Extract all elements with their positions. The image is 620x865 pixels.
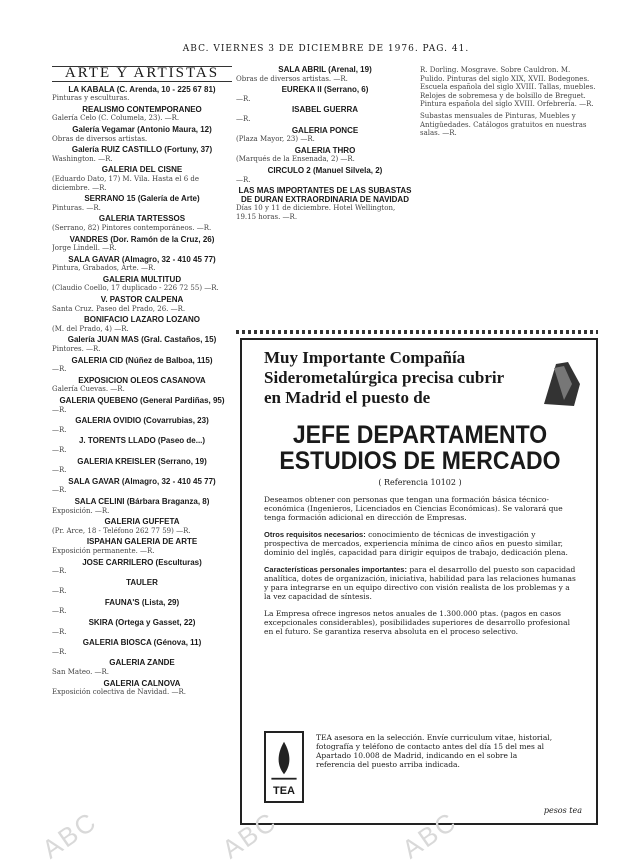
entry-body: Jorge Lindell. —R. — [52, 244, 117, 253]
entry-name: FAUNA'S (Lista, 29) — [104, 597, 180, 607]
tea-logo — [264, 731, 304, 803]
entry-body: Obras de diversos artistas. —R. — [236, 74, 348, 83]
list-item — [236, 86, 414, 103]
entry-name: GALERIA THRO — [294, 145, 356, 155]
entry-name: JOSE CARRILERO (Esculturas) — [82, 557, 202, 567]
para3-label: Características personales importantes: — [264, 565, 407, 574]
entry-name: J. TORENTS LLADO (Paseo de...) — [78, 436, 206, 446]
entry-name: Galería RUIZ CASTILLO (Fortuny, 37) — [71, 145, 213, 155]
entry-name: SALA ABRIL (Arenal, 19) — [278, 66, 372, 74]
separator-rule — [236, 330, 598, 334]
entry-name: GALERIA GUFFETA — [104, 517, 180, 527]
list-item — [52, 579, 232, 596]
entry-body: R. Dorling. Mosgrave. Sobre Cauldron. M. Pulido. Pinturas del siglo XIX, XVII. Bodegones. Escuela española del siglo XVIII. Tallas, muebles. Relojes de sobremesa y de bolsillo de Breguet. Pintura española del siglo XVIII. Orfebrería. —R. — [420, 66, 596, 109]
entry-body: Santa Cruz. Paseo del Prado, 26. —R. — [52, 304, 186, 313]
entry-name: GALERIA CID (Núñez de Balboa, 115) — [71, 355, 213, 365]
signature: pesos tea — [543, 806, 582, 815]
list-item — [52, 417, 232, 434]
list-item — [52, 639, 232, 656]
entry-name: Galería Vegamar (Antonio Maura, 12) — [72, 124, 212, 134]
entry-body: —R. — [236, 175, 251, 184]
ad-headline: Muy Importante Compañía Siderometalúrgica precisa cubrir en Madrid el puesto de — [264, 348, 504, 407]
entry-body: —R. — [52, 425, 67, 434]
list-item — [52, 166, 232, 192]
list-item — [236, 167, 414, 184]
entry-body: Subastas mensuales de Pinturas, Muebles y Antigüedades. Catálogos gratuitos en nuestras salas. —R. — [420, 111, 587, 138]
entry-name: EUREKA II (Serrano, 6) — [281, 85, 369, 95]
watermark-2: ABC — [216, 805, 283, 865]
entry-body: —R. — [52, 466, 67, 475]
entry-name: GALERIA MULTITUD — [102, 274, 182, 284]
list-item — [52, 357, 232, 374]
ad-para-4: La Empresa ofrece ingresos netos anuales de 1.300.000 ptas. (pagos en casos excepcionales considerables), posibilidades superiores de desarrollo profesional en el futuro. Se garantiza reserva absoluta en el proceso selectivo. — [264, 609, 570, 636]
entry-body: —R. — [52, 647, 67, 656]
sketch-illustration — [534, 354, 586, 414]
entry-name: SALA GAVAR (Almagro, 32 - 410 45 77) — [68, 476, 216, 486]
entry-body: Pinturas. —R. — [52, 203, 101, 212]
entry-name: GALERIA DEL CISNE — [101, 165, 183, 175]
ad-para-2 — [264, 530, 576, 557]
entry-body: (Serrano, 82) Pintores contemporáneos. —R. — [52, 223, 212, 232]
list-item — [52, 559, 232, 576]
entry-body: Exposición colectiva de Navidad. —R. — [52, 688, 186, 697]
entry-body: Galería Celo (C. Columela, 23). —R. — [52, 114, 180, 123]
ad-para-1: Deseamos obtener con personas que tengan una formación básica técnico-económica (Ingenieros, Licenciados en Ciencias Económicas). Se valorará que tenga formación adicional en dirección de Empresas. — [264, 495, 563, 522]
list-item — [420, 112, 596, 138]
list-item — [52, 236, 232, 253]
entry-body: —R. — [52, 405, 67, 414]
entry-name: SKIRA (Ortega y Gasset, 22) — [88, 618, 196, 628]
entry-body: Exposición. —R. — [52, 506, 110, 515]
list-item — [52, 276, 232, 293]
entry-name: GALERIA ZANDE — [109, 658, 175, 668]
list-item — [52, 659, 232, 676]
entry-name: ISABEL GUERRA — [291, 105, 359, 115]
list-item — [52, 619, 232, 636]
page-header: ABC. VIERNES 3 DE DICIEMBRE DE 1976. PAG. 41. — [182, 44, 470, 54]
entry-body: Días 10 y 11 de diciembre. Hotel Wellington, 19.15 horas. —R. — [236, 204, 396, 221]
entry-name: LA KABALA (C. Arenda, 10 - 225 67 81) — [68, 84, 216, 94]
list-item — [52, 126, 232, 143]
watermark-3: ABC — [396, 805, 463, 865]
entry-name: SALA GAVAR (Almagro, 32 - 410 45 77) — [68, 254, 216, 264]
list-item — [52, 86, 232, 103]
entry-body: —R. — [52, 486, 67, 495]
gallery-list — [52, 86, 232, 697]
ad-reference: ( Referencia 10102 ) — [378, 478, 462, 487]
list-item — [52, 296, 232, 313]
para2-label: Otros requisitos necesarios: — [264, 530, 366, 539]
list-item — [52, 397, 232, 414]
tea-footer — [264, 731, 574, 811]
ad-title-1: JEFE DEPARTAMENTO — [292, 421, 548, 449]
entry-body: —R. — [52, 607, 67, 616]
ad-para-3 — [264, 565, 576, 601]
entry-name: GALERIA QUEBENO (General Pardiñas, 95) — [59, 396, 225, 405]
entry-body: —R. — [52, 627, 67, 636]
tea-logo-text: TEA — [273, 785, 295, 797]
entry-name: EXPOSICION OLEOS CASANOVA — [78, 375, 206, 385]
watermark-1: ABC — [36, 805, 103, 865]
entry-body: Pinturas y esculturas. — [52, 94, 130, 103]
entry-body: (M. del Prado, 4) —R. — [52, 324, 129, 333]
section-title: ARTE Y ARTISTAS — [52, 66, 232, 82]
entry-name: VANDRES (Dor. Ramón de la Cruz, 26) — [69, 234, 215, 244]
list-item — [52, 458, 232, 475]
list-item — [420, 66, 596, 109]
list-item — [236, 66, 414, 83]
list-item — [52, 316, 232, 333]
entry-body: —R. — [52, 445, 67, 454]
entry-name: ISPAHAN GALERIA DE ARTE — [86, 537, 198, 547]
entry-body: Pintores. —R. — [52, 345, 101, 354]
entry-body: —R. — [236, 94, 251, 103]
entry-name: LAS MAS IMPORTANTES DE LAS SUBASTAS DE DURAN EXTRAORDINARIA DE NAVIDAD — [238, 186, 412, 204]
entry-body: —R. — [52, 365, 67, 374]
list-item — [52, 680, 232, 697]
entry-body: (Plaza Mayor, 23) —R. — [236, 135, 315, 144]
entry-name: CIRCULO 2 (Manuel Silvela, 2) — [267, 165, 383, 175]
entry-body: Galería Cuevas. —R. — [52, 385, 125, 394]
entry-name: SERRANO 15 (Galería de Arte) — [84, 194, 200, 204]
entry-name: GALERIA BIOSCA (Génova, 11) — [82, 638, 202, 648]
entry-name: BONIFACIO LAZARO LOZANO — [84, 315, 200, 325]
auctions-column — [236, 66, 414, 326]
list-item — [236, 187, 414, 221]
list-item — [52, 538, 232, 555]
ad-title-2: ESTUDIOS DE MERCADO — [279, 447, 561, 475]
list-item — [52, 498, 232, 515]
entry-name: GALERIA KREISLER (Serrano, 19) — [77, 456, 207, 466]
list-item — [52, 478, 232, 495]
auction-notes — [420, 66, 596, 138]
entry-body: —R. — [52, 567, 67, 576]
entry-name: Galería JUAN MAS (Gral. Castaños, 15) — [67, 335, 217, 345]
list-item — [52, 146, 232, 163]
list-item — [52, 106, 232, 123]
tea-instructions: TEA asesora en la selección. Envíe curriculum vitae, historial, fotografía y teléfono de contacto antes del día 15 del mes al Apartado 10.008 de Madrid, indicando en el sobre la referencia del puesto arriba indicada. — [316, 733, 553, 769]
entry-body: Pintura, Grabados, Arte. —R. — [52, 264, 156, 273]
entry-body: (Claudio Coello, 17 duplicado - 226 72 55) —R. — [52, 284, 219, 293]
entry-name: SALA CELINI (Bárbara Braganza, 8) — [74, 496, 210, 506]
subastas-column — [420, 66, 596, 326]
entry-name: REALISMO CONTEMPORANEO — [82, 104, 202, 114]
entry-name: GALERIA CALNOVA — [103, 678, 181, 688]
entry-body: (Pr. Arce, 18 - Teléfono 262 77 59) —R. — [52, 526, 191, 535]
entry-body: Washington. —R. — [52, 154, 113, 163]
list-item — [236, 106, 414, 123]
list-item — [52, 377, 232, 394]
entry-name: GALERIA PONCE — [291, 125, 359, 135]
gallery-list-2 — [236, 66, 414, 222]
para2-text: conocimiento de técnicas de investigación y prospectiva de mercados, experiencia mínima de cinco años en puesto similar, dominio del inglés, capacidad para dirigir equipos de trabajo, dedicación plena. — [264, 530, 568, 557]
entry-body: (Marqués de la Ensenada, 2) —R. — [236, 155, 355, 164]
entry-body: —R. — [236, 114, 251, 123]
list-item — [236, 127, 414, 144]
job-advertisement — [240, 338, 598, 825]
list-item — [52, 256, 232, 273]
entry-body: Exposición permanente. —R. — [52, 546, 155, 555]
entry-body: San Mateo. —R. — [52, 668, 110, 677]
list-item — [52, 215, 232, 232]
list-item — [52, 437, 232, 454]
entry-name: V. PASTOR CALPENA — [100, 295, 184, 305]
list-item — [52, 195, 232, 212]
entry-name: GALERIA TARTESSOS — [98, 214, 186, 224]
list-item — [52, 518, 232, 535]
entry-name: GALERIA OVIDIO (Covarrubias, 23) — [75, 416, 209, 426]
entry-body: Obras de diversos artistas. — [52, 134, 148, 143]
list-item — [52, 336, 232, 353]
list-item — [236, 147, 414, 164]
arts-column — [52, 66, 232, 846]
entry-name: TAULER — [126, 577, 158, 587]
para3-text: para el desarrollo del puesto son capacidad analítica, dotes de organización, iniciativa, habilidad para las relaciones humanas y para integrarse en un equipo directivo con visión realista de los problemas y a la vez capacidad de síntesis. — [264, 565, 576, 601]
list-item — [52, 599, 232, 616]
entry-body: —R. — [52, 587, 67, 596]
entry-body: (Eduardo Dato, 17) M. Vila. Hasta el 6 de diciembre. —R. — [52, 174, 200, 192]
